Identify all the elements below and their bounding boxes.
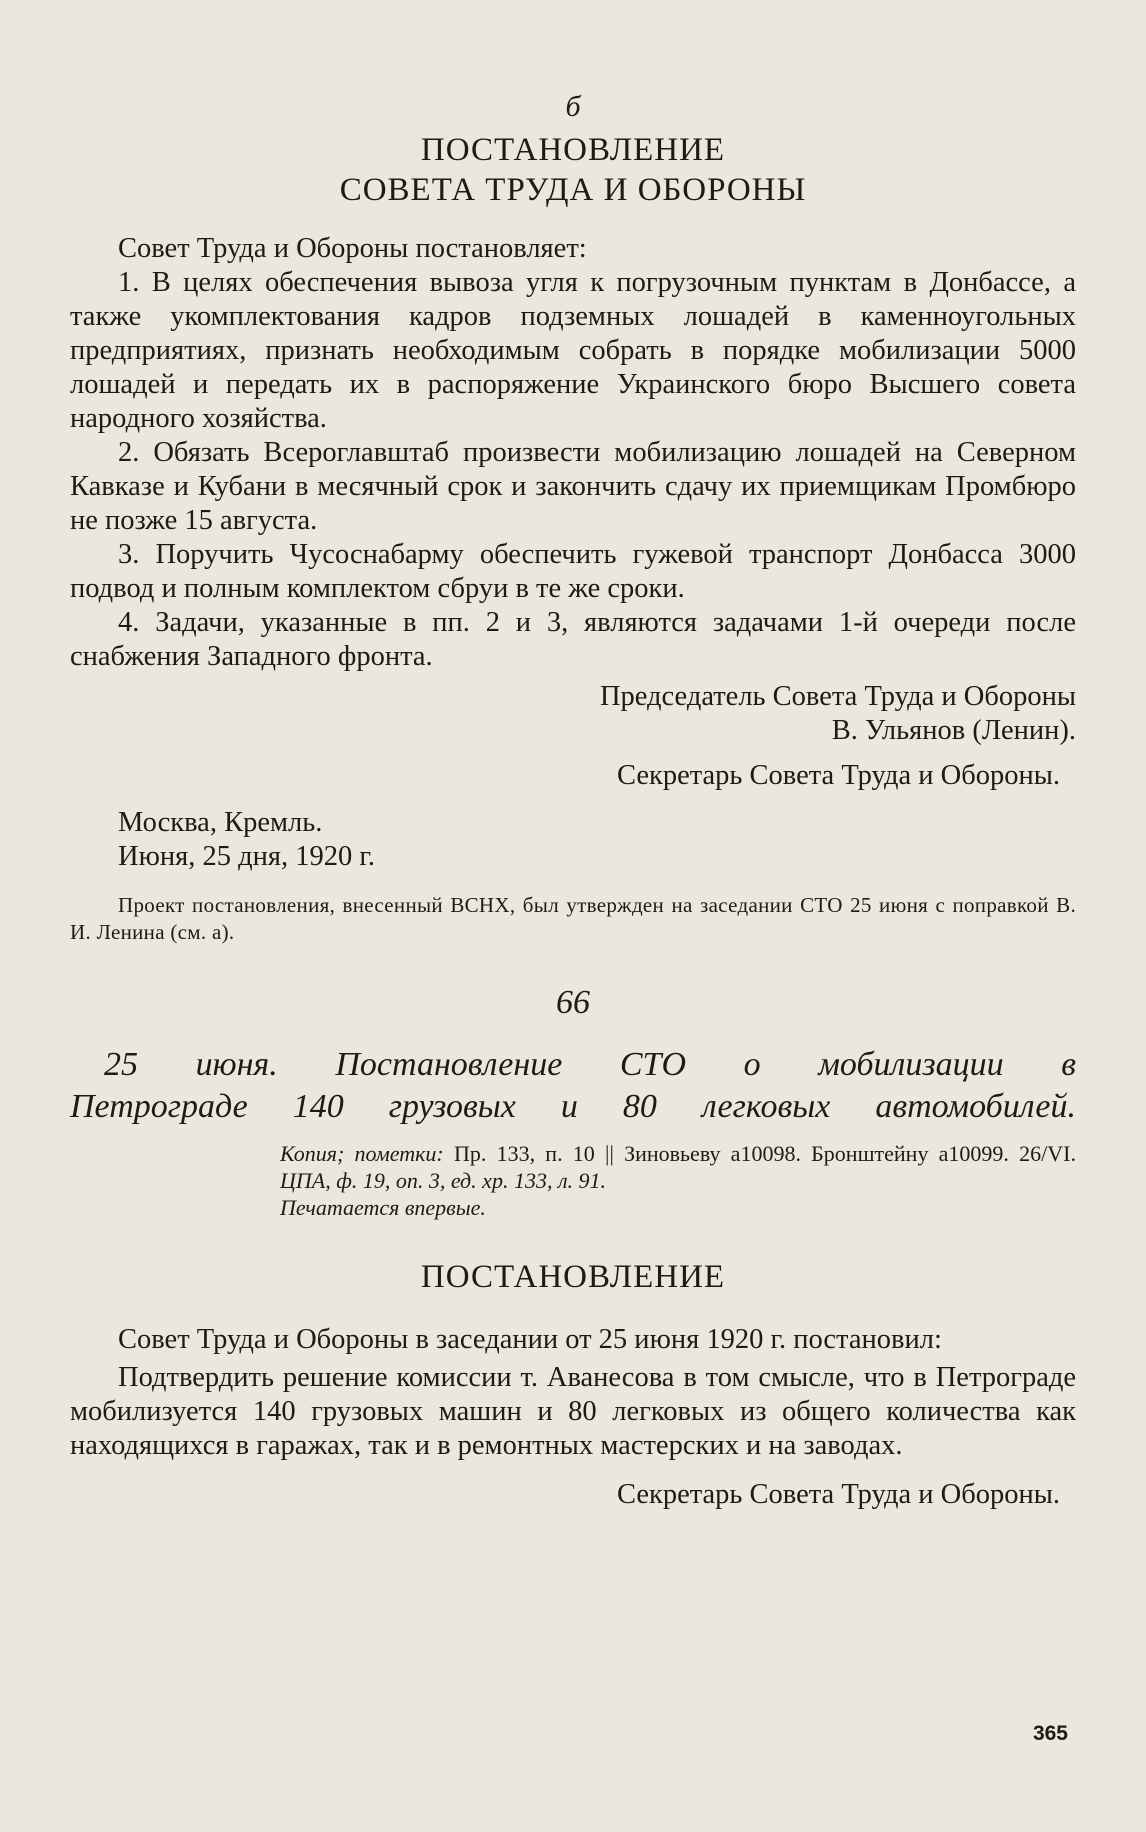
title-line-1: 25 июня. Постановление СТО о мобилизации в — [104, 1046, 1076, 1083]
decree-item-4: 4. Задачи, указанные в пп. 2 и 3, являются задачами 1-й очереди после снабжения Западного фронта. — [70, 607, 1076, 672]
heading-decree-2: ПОСТАНОВЛЕНИЕ — [420, 1259, 726, 1295]
decree-2-body — [70, 1323, 1076, 1463]
decree-body — [70, 232, 1076, 674]
secretary-signature: Секретарь Совета Труда и Обороны. — [616, 760, 1060, 791]
meta-printed: Печатается впервые. — [280, 1195, 486, 1220]
document-number: 66 — [556, 984, 590, 1021]
page-number: 365 — [1032, 1722, 1068, 1745]
heading-council: СОВЕТА ТРУДА И ОБОРОНЫ — [339, 172, 807, 208]
date: Июня, 25 дня, 1920 г. — [118, 841, 375, 872]
decree-2-intro: Совет Труда и Обороны в заседании от 25 июня 1920 г. постановил: — [118, 1324, 942, 1355]
heading-decree: ПОСТАНОВЛЕНИЕ — [420, 132, 726, 168]
signature-block — [70, 680, 1076, 794]
decree-intro: Совет Труда и Обороны постановляет: — [118, 233, 587, 264]
chairman-title: Председатель Совета Труда и Обороны — [599, 681, 1076, 712]
decree-2-text: Подтвердить решение комиссии т. Аванесова в том смысле, что в Петрограде мобилизуется 140 грузовых машин и 80 легковых из общего количества как находящихся в гаражах, так и в ремонтных мастерских и на заводах. — [70, 1362, 1076, 1461]
decree-item-1: 1. В целях обеспечения вывоза угля к погрузочным пунктам в Донбассе, а также укомплектования кадров подземных лошадей в каменноугольных предприятиях, признать необходимым собрать в порядке мобилизации 5000 лошадей и передать их в распоряжение Украинского бюро Высшего совета народного хозяйства. — [70, 267, 1076, 434]
meta-text: Пр. 133, п. 10 || Зиновьеву а10098. Бронштейну а10099. 26/VI. — [453, 1141, 1076, 1166]
decree-item-2: 2. Обязать Всероглавштаб произвести мобилизацию лошадей на Северном Кавказе и Кубани в месячный срок и закончить сдачу их приемщикам Промбюро не позже 15 августа. — [70, 437, 1076, 536]
secretary-signature-2: Секретарь Совета Труда и Обороны. — [616, 1479, 1060, 1510]
meta-archive: ЦПА, ф. 19, оп. 3, ед. хр. 133, л. 91. — [280, 1168, 607, 1193]
archival-metadata — [280, 1140, 1076, 1221]
document-title — [70, 1044, 1076, 1128]
place-date — [70, 806, 1076, 874]
decree-item-3: 3. Поручить Чусоснабарму обеспечить гужевой транспорт Донбасса 3000 подвод и полным комплектом сбруи в те же сроки. — [70, 539, 1076, 604]
place: Москва, Кремль. — [118, 807, 323, 838]
editorial-note: Проект постановления, внесенный ВСНХ, был утвержден на заседании СТО 25 июня с поправкой В. И. Ленина (см. а). — [70, 893, 1076, 944]
meta-label: Копия; пометки: — [280, 1141, 444, 1166]
chairman-name: В. Ульянов (Ленин). — [831, 715, 1076, 746]
title-line-2: Петрограде 140 грузовых и 80 легковых автомобилей. — [70, 1088, 1076, 1125]
section-letter: б — [565, 90, 581, 123]
document-page — [70, 88, 1076, 1513]
